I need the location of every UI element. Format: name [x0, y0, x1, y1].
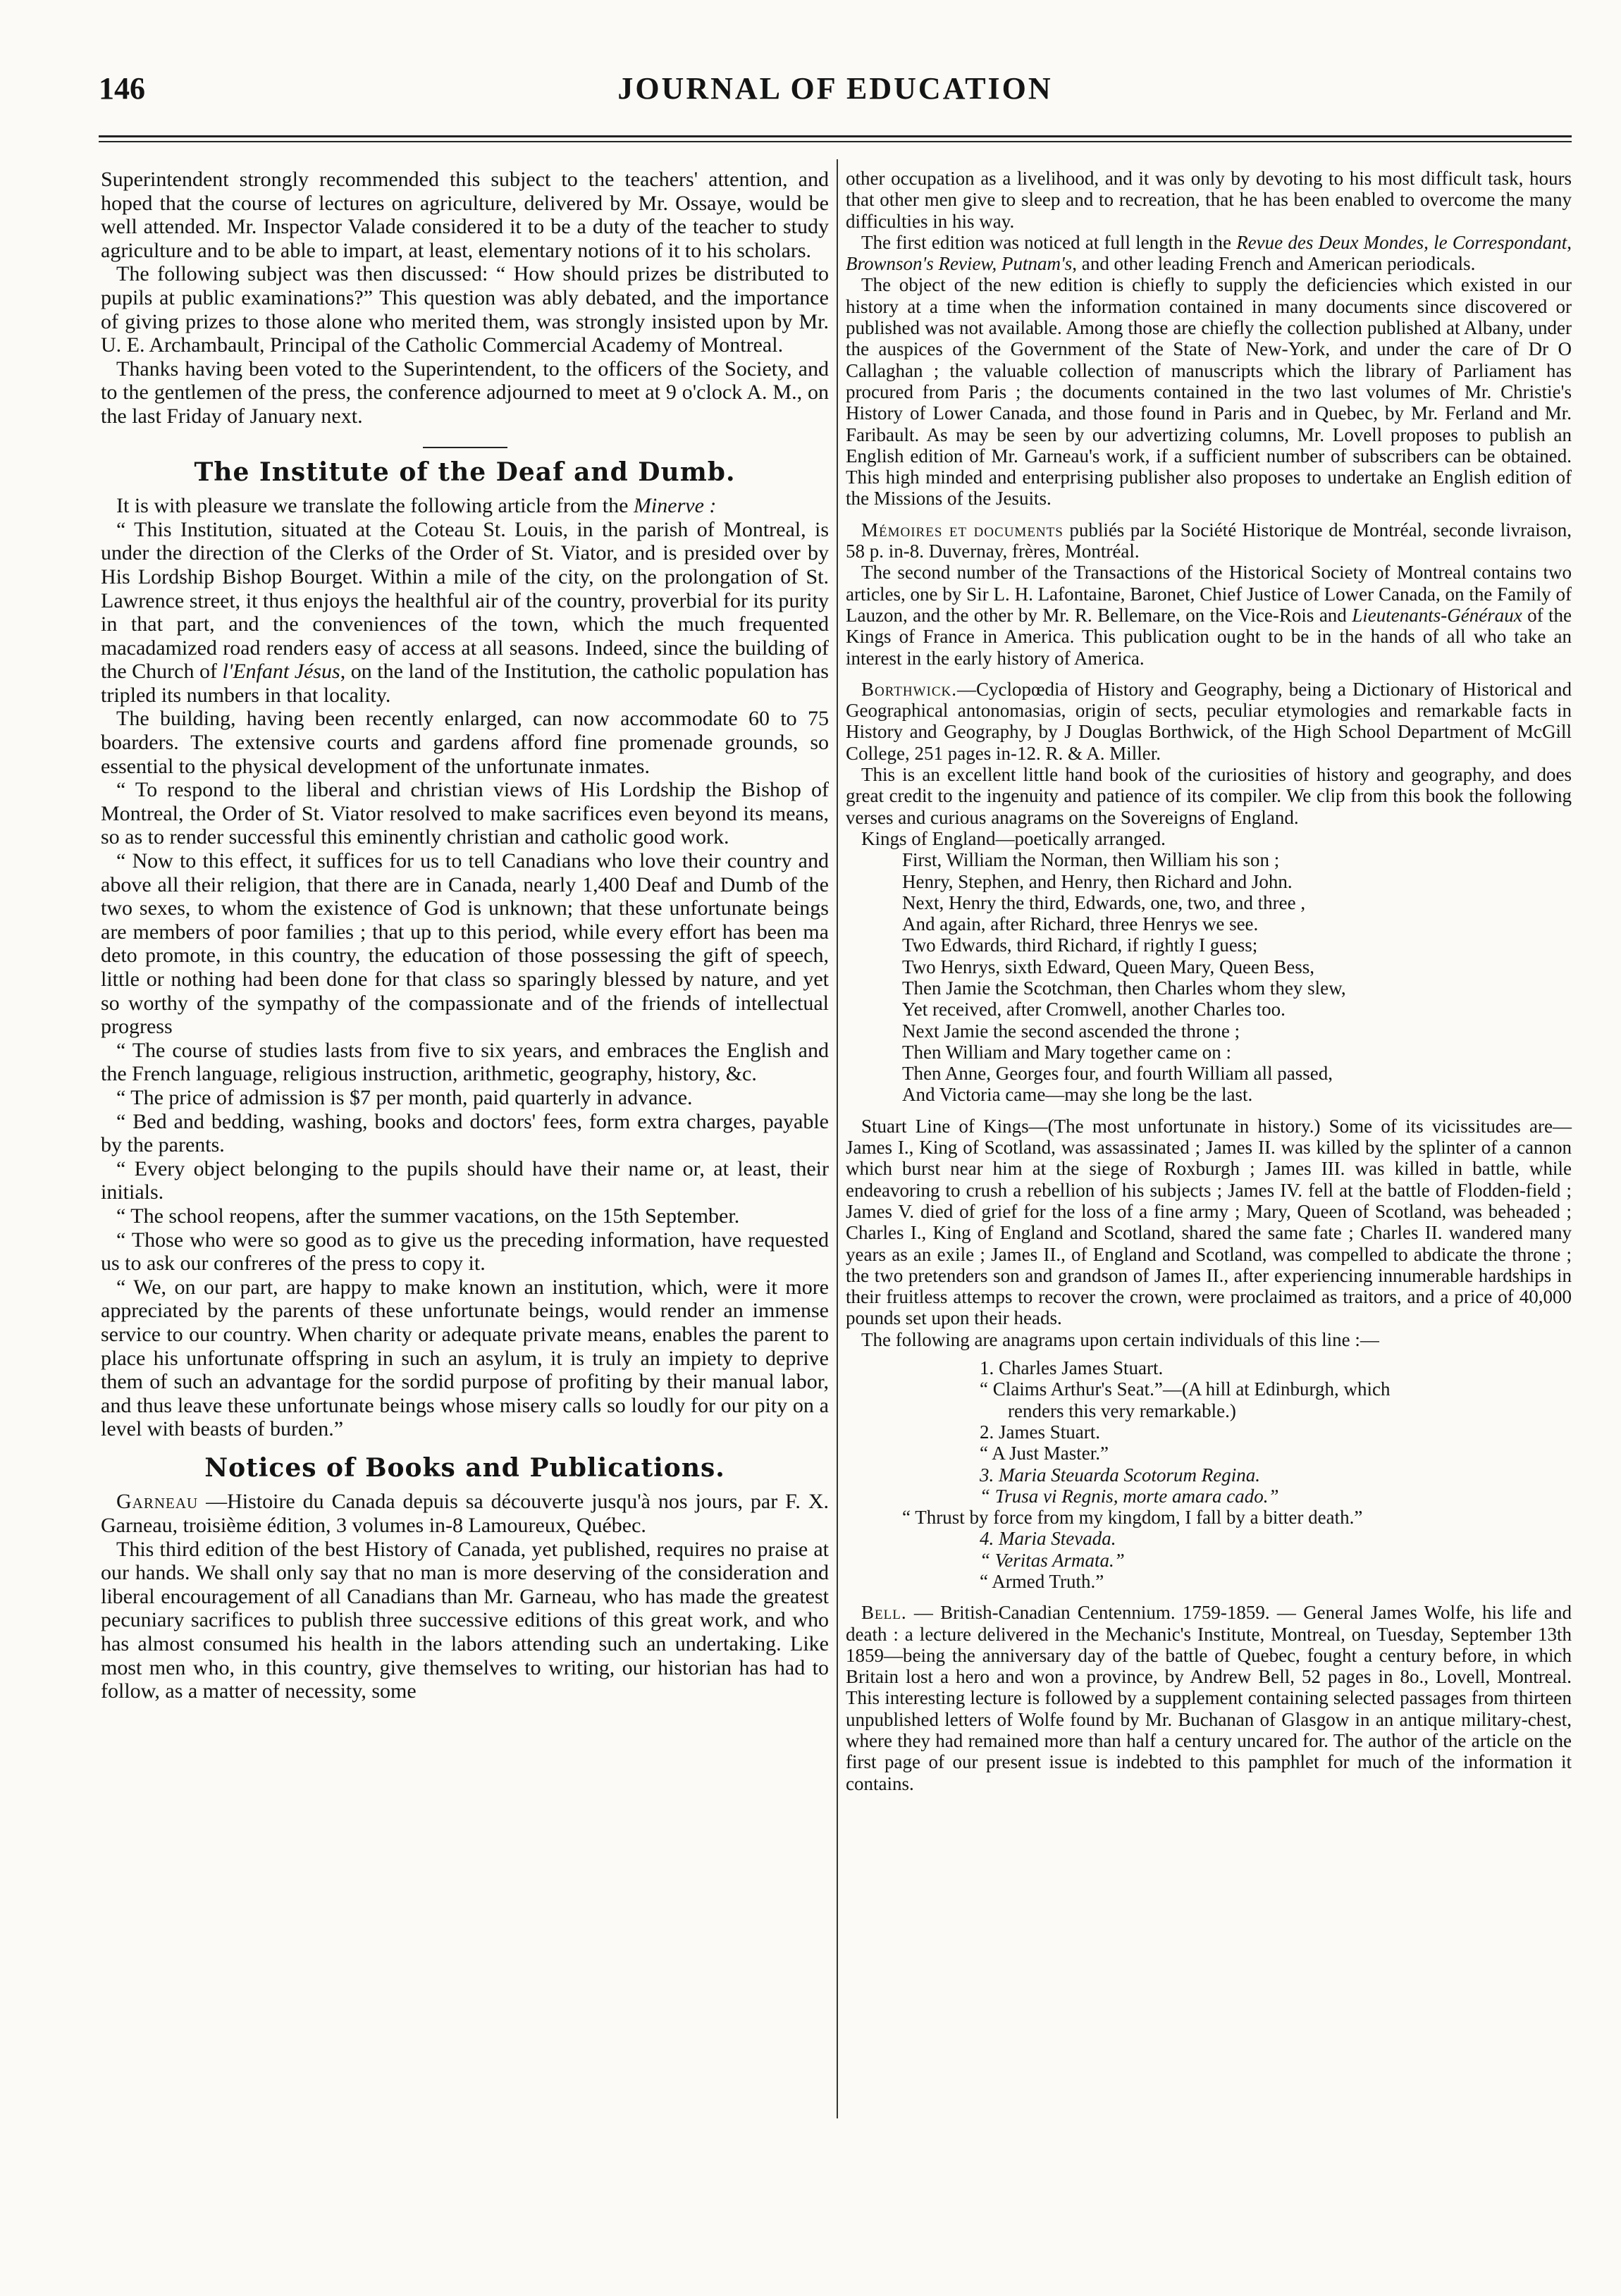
anagram-item: “ Claims Arthur's Seat.”—(A hill at Edinburgh, which — [980, 1378, 1391, 1400]
left-column — [101, 168, 829, 1703]
paragraph: “ The course of studies lasts from five to six years, and embraces the English and the French language, religious instruction, arithmetic, geography, history, &c. — [101, 1038, 829, 1086]
right-column — [846, 168, 1572, 1794]
paragraph: This is an excellent little hand book of the curiosities of history and geography, and does great credit to the ingenuity and patience of its compiler. We clip from this book the following verses and curious anagrams on the Sovereigns of England. — [846, 764, 1572, 828]
verse-line: Then William and Mary together came on : — [902, 1041, 1232, 1063]
verse-title: Kings of England—poetically arranged. — [861, 827, 1166, 849]
anagram-item: “ Armed Truth.” — [980, 1571, 1104, 1592]
paragraph: “ To respond to the liberal and christian views of His Lordship the Bishop of Montreal, the Order of St. Viator resolved to make sacrifices even beyond its means, so as to render successful this eminently christian and catholic good work. — [101, 778, 829, 849]
paragraph-text: It is with pleasure we translate the following article from the — [116, 494, 634, 518]
verse-line: And again, after Richard, three Henrys we see. — [902, 913, 1259, 935]
verse-line: Then Jamie the Scotchman, then Charles whom they slew, — [902, 977, 1346, 999]
paragraph: Stuart Line of Kings—(The most unfortunate in history.) Some of its vicissitudes are—James I., King of Scotland, was assassinated ; James II. was killed by the splinter of a cannon which burst near him at the siege of Roxburgh ; James III. was killed in battle, while endeavoring to crush a rebellion of his subjects ; James IV. fell at the battle of Flodden-field ; James V. died of grief for the loss of a fine army ; Mary, Queen of Scotland, was beheaded ; Charles I., King of England and Scotland, shared the same fate ; Charles II. wandered many years as an exile ; James II., of England and Scotland, was compelled to abdicate the throne ; the two pretenders son and grandson of James II., after experiencing innumerable hardships in their fruitless attemps to recover the crown, were proclaimed as traitors, and a price of 40,000 pounds set upon their heads. — [846, 1115, 1572, 1329]
paragraph: The object of the new edition is chiefly to supply the deficiencies which existed in our history at a time when the information contained in many documents since discovered or published was not available. Among those are chiefly the collection published at Albany, under the auspices of the Government of the State of New-York, and under the care of Dr O Callaghan ; the valuable collection of manuscripts which the library of Parliament has procured from Paris ; the documents contained in the two last volumes of Mr. Christie's History of Lower Canada, and those found in Paris and in Quebec, by Mr. Ferland and Mr. Faribault. As may be seen by our advertizing columns, Mr. Lovell proposes to publish an English edition of Mr. Garneau's work, if a sufficient number of subscribers can be obtained. This high minded and enterprising publisher also proposes to undertake an English edition of the Missions of the Jesuits. — [846, 274, 1572, 510]
anagram-item: renders this very remarkable.) — [1008, 1400, 1236, 1421]
journal-title: JOURNAL OF EDUCATION — [617, 71, 1053, 106]
section-rule — [423, 447, 507, 448]
anagram-item: 2. James Stuart. — [980, 1421, 1100, 1443]
entry-label: Borthwick. — [861, 678, 957, 700]
periodical-titles: Revue des Deux Mondes, le Correspondant, Brownson's Review, Putnam's — [846, 231, 1572, 275]
paragraph-text: “ This Institution, situated at the Coteau St. Louis, in the parish of Montreal, is under the direction of the Clerks of the Order of St. Viator, and is presided over by His Lordship Bishop Bourget. Within a mile of the city, on the prolongation of St. Lawrence street, it thus enjoys the healthful air of the country, proverbial for its purity in that part, and the conveniences of the town, which the much frequented macadamized road renders easy of access at all seasons. Indeed, since the building of the Church of — [101, 517, 829, 684]
paragraph: Superintendent strongly recommended this subject to the teachers' attention, and hoped that the course of lectures on agriculture, delivered by Mr. Ossaye, would be well attended. Mr. Inspector Valade considered it to be a duty of the teacher to study agriculture and to be able to impart, at least, elementary notions of it to his scholars. — [101, 168, 829, 262]
paragraph: Thanks having been voted to the Superintendent, to the officers of the Society, and to the gentlemen of the press, the conference adjourned to meet at 9 o'clock A. M., on the last Friday of January next. — [101, 357, 829, 428]
poem — [902, 849, 1572, 1106]
paragraph: “ We, on our part, are happy to make known an institution, which, were it more appreciated by the parents of these unfortunate beings, would render an immense service to our country. When charity or adequate private means, enables the parent to place his unfortunate offspring in such an asylum, it is truly an impiety to deprive them of such an advantage for the sordid purpose of profiting by their manual labor, and thus leave these unfortunate beings whose misery calls so loudly for our pity on a level with beasts of burden.” — [101, 1275, 829, 1441]
paragraph — [101, 494, 829, 518]
paragraph: The following are anagrams upon certain individuals of this line :— — [861, 1328, 1379, 1350]
paragraph — [846, 679, 1572, 764]
running-header — [99, 70, 1572, 113]
header-rule — [99, 135, 1572, 142]
paragraph — [846, 562, 1572, 668]
paragraph-text: —Histoire du Canada depuis sa découverte jusqu'à nos jours, par F. X. Garneau, troisième édition, 3 volumes in-8 Lamoureux, Québec. — [101, 1490, 829, 1538]
paragraph: The building, having been recently enlarged, can now accommodate 60 to 75 boarders. The extensive courts and gardens afford fine promenade grounds, so essential to the physical development of the unfortunate inmates. — [101, 707, 829, 778]
paragraph-text: of the Kings of France in America. This publication ought to be in the hands of all who take an interest in the early history of America. — [846, 604, 1572, 669]
verse-line: Two Henrys, sixth Edward, Queen Mary, Queen Bess, — [902, 956, 1314, 977]
paragraph — [846, 1602, 1572, 1794]
paragraph: This third edition of the best History of Canada, yet published, requires no praise at our hands. We shall only say that no man is more deserving of the consideration and liberal encouragement of all Canadians than Mr. Garneau, who has made the greatest pecuniary sacrifices to publish three successive editions of this great work, and who has almost consumed his health in the labors attending such an undertaking. Like most men who, in this country, give themselves to writing, our historian has had to follow, as a matter of necessity, some — [101, 1537, 829, 1703]
anagram-item: 4. Maria Stevada. — [980, 1528, 1116, 1550]
column-divider — [837, 159, 838, 2118]
paragraph: “ Those who were so good as to give us the preceding information, have requested us to ask our confreres of the press to copy it. — [101, 1228, 829, 1276]
newspaper-title: Minerve : — [633, 494, 717, 518]
paragraph: The following subject was then discussed: “ How should prizes be distributed to pupils at public examinations?” This question was ably debated, and the importance of giving prizes to those alone who merited them, was strongly insisted upon by Mr. U. E. Archambault, Principal of the Catholic Commercial Academy of Montreal. — [101, 262, 829, 357]
paragraph-text: The second number of the Transactions of the Historical Society of Montreal contains two articles, one by Sir L. H. Lafontaine, Baronet, Chief Justice of Lower Canada, on the Family of Lauzon, and the other by Mr. R. Bellemare, on the Vice-Rois and — [846, 562, 1572, 626]
anagram-item: “ A Just Master.” — [980, 1443, 1109, 1464]
paragraph: “ The school reopens, after the summer vacations, on the 15th September. — [116, 1204, 740, 1228]
paragraph — [101, 518, 829, 708]
anagram-item: 1. Charles James Stuart. — [980, 1357, 1164, 1379]
paragraph — [846, 232, 1572, 275]
church-name: l'Enfant Jésus — [222, 660, 340, 684]
paragraph-text: The first edition was noticed at full length in the — [861, 231, 1237, 253]
verse-line: Henry, Stephen, and Henry, then Richard and John. — [902, 870, 1293, 892]
verse-line: Yet received, after Cromwell, another Charles too. — [902, 999, 1286, 1020]
paragraph: “ Every object belonging to the pupils should have their name or, at least, their initials. — [101, 1156, 829, 1204]
paragraph: “ Now to this effect, it suffices for us to tell Canadians who love their country and above all their religion, that there are in Canada, nearly 1,400 Deaf and Dumb of the two sexes, to whom the existence of God is unknown; that these unfortunate beings are members of poor families ; that up to this period, while every effort has been ma deto promote, in this country, the education of those possessing the gift of speech, little or nothing had been done for that class so sparingly blessed by nature, and yet so worthy of the sympathy of the compassionate and of the friends of intellectual progress — [101, 849, 829, 1039]
page-number: 146 — [99, 71, 145, 106]
verse-line: Next, Henry the third, Edwards, one, two, and three , — [902, 891, 1306, 913]
verse-line: And Victoria came—may she long be the last. — [902, 1084, 1253, 1106]
verse-line: Next Jamie the second ascended the throne ; — [902, 1020, 1240, 1042]
entry-label: Garneau — [116, 1490, 199, 1514]
anagram-item: 3. Maria Steuarda Scotorum Regina. — [980, 1464, 1260, 1486]
verse-line: Then Anne, Georges four, and fourth William all passed, — [902, 1063, 1333, 1085]
verse-line: Two Edwards, third Richard, if rightly I guess; — [902, 934, 1258, 956]
section-heading: Notices of Books and Publications. — [204, 1452, 725, 1483]
paragraph: “ Bed and bedding, washing, books and doctors' fees, form extra charges, payable by the parents. — [101, 1109, 829, 1157]
paragraph-text: —Cyclopœdia of History and Geography, being a Dictionary of Historical and Geographical antonomasias, origin of sects, peculiar etymologies and remarkable facts in History and Geography, by J Douglas Borthwick, of the High School Department of McGill College, 251 pages in-12. R. & A. Miller. — [846, 678, 1572, 764]
paragraph — [101, 1490, 829, 1537]
entry-label: Mémoires et documents — [861, 519, 1064, 541]
paragraph-text: , on the land of the Institution, the catholic population has tripled its numbers in that locality. — [101, 660, 829, 707]
entry-label: Bell. — [861, 1602, 907, 1624]
paragraph-text: — British-Canadian Centennium. 1759-1859. — General James Wolfe, his life and death : a lecture delivered in the Mechanic's Institute, Montreal, on Tuesday, September 13th 1859—being the anniversary day of the battle of Quebec, fought a century before, in which Britain lost a hero and won a province, by Andrew Bell, 52 pages in 8o., Lovell, Montreal. This interesting lecture is followed by a supplement containing selected passages from thirteen unpublished letters of Wolfe found by Mr. Buchanan of Glasgow in an antique military-chest, where they had remained more than half a century uncared for. The author of the article on the first page of our present issue is indebted to this pamphlet for much of the information it contains. — [846, 1602, 1572, 1794]
anagram-item: “ Thrust by force from my kingdom, I fall by a bitter death.” — [902, 1507, 1363, 1529]
verse-line: First, William the Norman, then William his son ; — [902, 849, 1280, 871]
anagram-item: “ Veritas Armata.” — [980, 1549, 1125, 1571]
paragraph-text: publiés par la Société Historique de Montréal, seconde livraison, 58 p. in-8. Duvernay, frères, Montréal. — [846, 519, 1572, 562]
section-heading: The Institute of the Deaf and Dumb. — [194, 457, 736, 487]
paragraph — [846, 519, 1572, 562]
paragraph: other occupation as a livelihood, and it was only by devoting to his most difficult task, hours that other men give to sleep and to recreation, that he has been enabled to overcome the many difficulties in his way. — [846, 168, 1572, 232]
paragraph: “ The price of admission is $7 per month, paid quarterly in advance. — [116, 1085, 693, 1109]
anagram-item: “ Trusa vi Regnis, morte amara cado.” — [980, 1485, 1279, 1507]
italic-term: Lieutenants-Généraux — [1352, 604, 1522, 626]
anagram-list — [846, 1357, 1572, 1592]
paragraph-text: , and other leading French and American periodicals. — [1072, 253, 1476, 275]
